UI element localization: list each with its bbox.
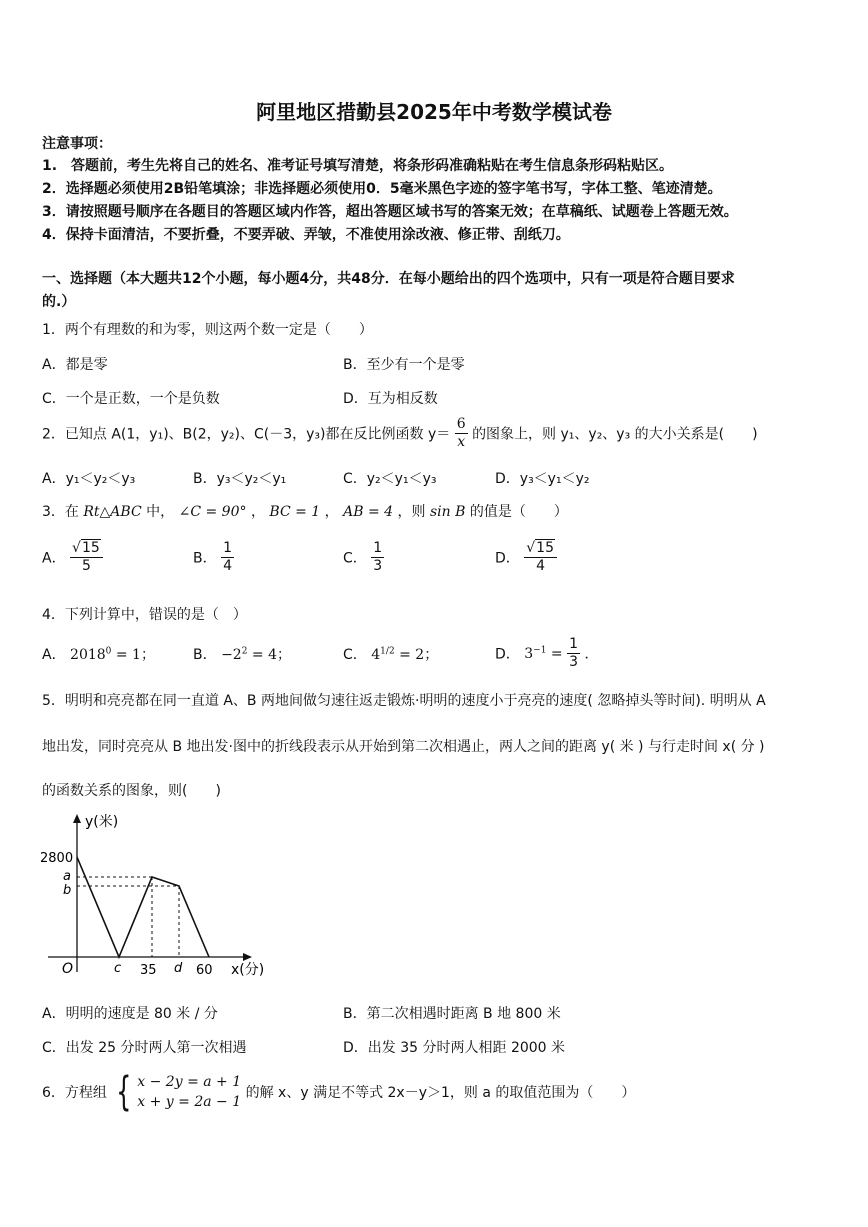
q2-fraction-num: 6 xyxy=(456,416,466,432)
q3-ab: AB = 4 xyxy=(343,504,394,520)
origin-label: O xyxy=(62,961,74,977)
notes-heading: 注意事项： xyxy=(42,136,112,152)
x-tick-35: 35 xyxy=(140,963,157,978)
q4-option-b xyxy=(193,644,291,664)
exponent: 0 xyxy=(105,646,112,657)
q2-option-b: B．y₃＜y₂＜y₁ xyxy=(193,471,287,487)
q5-stem-line3: 的函数关系的图象，则( ) xyxy=(42,783,221,799)
option-label: A． xyxy=(42,550,66,567)
q3-d-fraction xyxy=(524,540,557,575)
x-tick-c: c xyxy=(114,961,122,976)
q3-sinb: sin B xyxy=(429,504,466,520)
rest: = 4； xyxy=(247,647,291,663)
option-label: D． xyxy=(495,550,520,567)
q5-option-d: D．出发 35 分时两人相距 2000 米 xyxy=(343,1040,566,1056)
q2-fraction-den: x xyxy=(457,434,466,450)
q4-option-a xyxy=(42,644,155,664)
q4-option-d xyxy=(495,636,598,671)
equation-system xyxy=(137,1072,241,1112)
y-tick-2800: 2800 xyxy=(40,851,74,866)
q4-b-expr xyxy=(221,647,291,663)
q2-stem-a: 2．已知点 A(1，y₁)、B(2，y₂)、C(－3，y₃)都在反比例函数 y＝ xyxy=(42,426,451,443)
base: 3 xyxy=(524,645,534,662)
q3-text: ， xyxy=(250,504,265,520)
fraction-num: √15 xyxy=(70,540,103,558)
q5-stem-line1: 5．明明和亮亮都在同一直道 A、B 两地间做匀速往返走锻炼·明明的速度小于亮亮的速度( 忽略掉头等时间). 明明从 A xyxy=(42,693,766,709)
q1-stem: 1．两个有理数的和为零，则这两个数一定是（ ） xyxy=(42,322,373,338)
q3-bc: BC = 1 xyxy=(269,504,321,520)
option-label: C． xyxy=(343,550,367,567)
option-label: C． xyxy=(343,647,367,663)
q3-stem-a: 3．在 xyxy=(42,504,79,520)
note-item: 4．保持卡面清洁，不要折叠，不要弄破、弄皱，不准使用涂改液、修正带、刮纸刀。 xyxy=(42,227,570,243)
q5-option-b: B．第二次相遇时距离 B 地 800 米 xyxy=(343,1006,561,1022)
section-heading-cont: 的.） xyxy=(42,294,76,310)
option-label: D． xyxy=(495,646,520,663)
section-heading: 一、选择题（本大题共12个小题，每小题4分，共48分．在每小题给出的四个选项中，只有一项是符合题目要求 xyxy=(42,271,735,287)
q3-stem xyxy=(42,501,568,521)
q3-a-fraction xyxy=(70,540,103,575)
rest: = 2； xyxy=(394,647,439,663)
y-tick-b: b xyxy=(63,883,72,898)
fraction-num: 1 xyxy=(569,636,578,652)
q2-option-d: D．y₃＜y₁＜y₂ xyxy=(495,471,590,487)
option-label: B． xyxy=(193,647,217,663)
exponent-fraction: 1/2 xyxy=(380,646,395,657)
q3-triangle: Rt△ABC xyxy=(83,504,142,520)
fraction-den: 3 xyxy=(373,558,383,574)
x-tick-60: 60 xyxy=(196,963,213,978)
fraction-den: 4 xyxy=(223,558,232,574)
y-axis-arrow xyxy=(73,814,81,823)
q3-text: ，则 xyxy=(397,504,426,520)
q4-a-expr xyxy=(70,647,155,663)
fraction-den: 3 xyxy=(569,654,578,670)
q3-stem-b: 的值是（ ） xyxy=(469,504,568,520)
system-brace: { xyxy=(116,1069,132,1115)
q4-d-fraction xyxy=(567,636,580,671)
q3-angle: ∠C = 90° xyxy=(178,504,247,520)
q3-b-fraction xyxy=(221,540,234,575)
q2-stem xyxy=(42,416,758,451)
q2-fraction xyxy=(455,416,468,451)
fraction-num: 1 xyxy=(223,540,232,556)
q5-distance-time-graph xyxy=(30,810,290,985)
base: 2018 xyxy=(70,647,106,663)
q3-text: 中， xyxy=(146,504,175,520)
exp-num: 1 xyxy=(380,646,386,657)
fraction-den: 4 xyxy=(536,558,546,574)
q1-option-a: A．都是零 xyxy=(42,357,108,373)
q4-d-expr xyxy=(524,646,567,662)
q6-stem xyxy=(42,1069,636,1115)
exp-den: 2 xyxy=(388,646,395,657)
q3-text: ， xyxy=(324,504,339,520)
q6-stem-b: 的解 x、y 满足不等式 2x－y＞1，则 a 的取值范围为（ ） xyxy=(245,1085,636,1101)
equation-1: x − 2y = a + 1 xyxy=(137,1074,242,1090)
distance-polyline xyxy=(77,857,209,957)
note-item: 3．请按照题号顺序在各题目的答题区域内作答，超出答题区域书写的答案无效；在草稿纸、试题卷上答题无效。 xyxy=(42,204,738,220)
q5-stem-line2: 地出发，同时亮亮从 B 地出发·图中的折线段表示从开始到第二次相遇止，两人之间的距离 y( 米 ) 与行走时间 x( 分 ) xyxy=(42,739,765,755)
q4-c-expr xyxy=(371,647,438,663)
option-label: A． xyxy=(42,647,66,663)
page-title: 阿里地区措勤县2025年中考数学模试卷 xyxy=(256,100,612,124)
rest: ． xyxy=(584,646,599,663)
x-axis-label: x(分) xyxy=(231,962,265,978)
q2-option-c: C．y₂＜y₁＜y₃ xyxy=(343,471,437,487)
q5-option-c: C．出发 25 分时两人第一次相遇 xyxy=(42,1040,247,1056)
exponent: −1 xyxy=(533,645,547,656)
rest: = xyxy=(546,645,568,662)
base: −2 xyxy=(221,647,242,663)
fraction-den: 5 xyxy=(81,558,91,574)
base: 4 xyxy=(371,647,381,663)
y-axis-label: y(米) xyxy=(85,814,119,830)
rest: = 1； xyxy=(111,647,155,663)
q6-stem-a: 6．方程组 xyxy=(42,1085,107,1101)
fraction-num: √15 xyxy=(524,540,557,558)
sqrt-value: 15 xyxy=(536,540,554,556)
x-tick-d: d xyxy=(174,961,183,976)
q2-option-a: A．y₁＜y₂＜y₃ xyxy=(42,471,136,487)
note-item: 1. 答题前，考生先将自己的姓名、准考证号填写清楚，将条形码准确粘贴在考生信息条形码粘贴区。 xyxy=(42,158,674,174)
option-label: B． xyxy=(193,550,217,567)
q1-option-b: B．至少有一个是零 xyxy=(343,357,465,373)
exponent: 2 xyxy=(241,646,248,657)
q3-option-b xyxy=(193,540,234,575)
q3-option-c xyxy=(343,540,384,575)
equation-2: x + y = 2a − 1 xyxy=(137,1094,242,1110)
q3-option-d xyxy=(495,540,557,575)
q4-stem: 4．下列计算中，错误的是（ ） xyxy=(42,607,247,623)
fraction-num: 1 xyxy=(373,540,383,556)
q3-option-a xyxy=(42,540,103,575)
x-axis-arrow xyxy=(243,953,252,961)
sqrt-value: 15 xyxy=(81,540,100,556)
q1-option-c: C．一个是正数，一个是负数 xyxy=(42,391,220,407)
q5-option-a: A．明明的速度是 80 米 / 分 xyxy=(42,1006,218,1022)
y-tick-a: a xyxy=(63,869,71,884)
q1-option-d: D．互为相反数 xyxy=(343,391,438,407)
note-item: 2．选择题必须使用2B铅笔填涂；非选择题必须使用0．5毫米黑色字迹的签字笔书写，字体工整、笔迹清楚。 xyxy=(42,181,722,197)
q3-c-fraction xyxy=(371,540,384,575)
q2-stem-b: 的图象上，则 y₁、y₂、y₃ 的大小关系是( ) xyxy=(472,426,758,443)
q4-option-c xyxy=(343,644,438,664)
